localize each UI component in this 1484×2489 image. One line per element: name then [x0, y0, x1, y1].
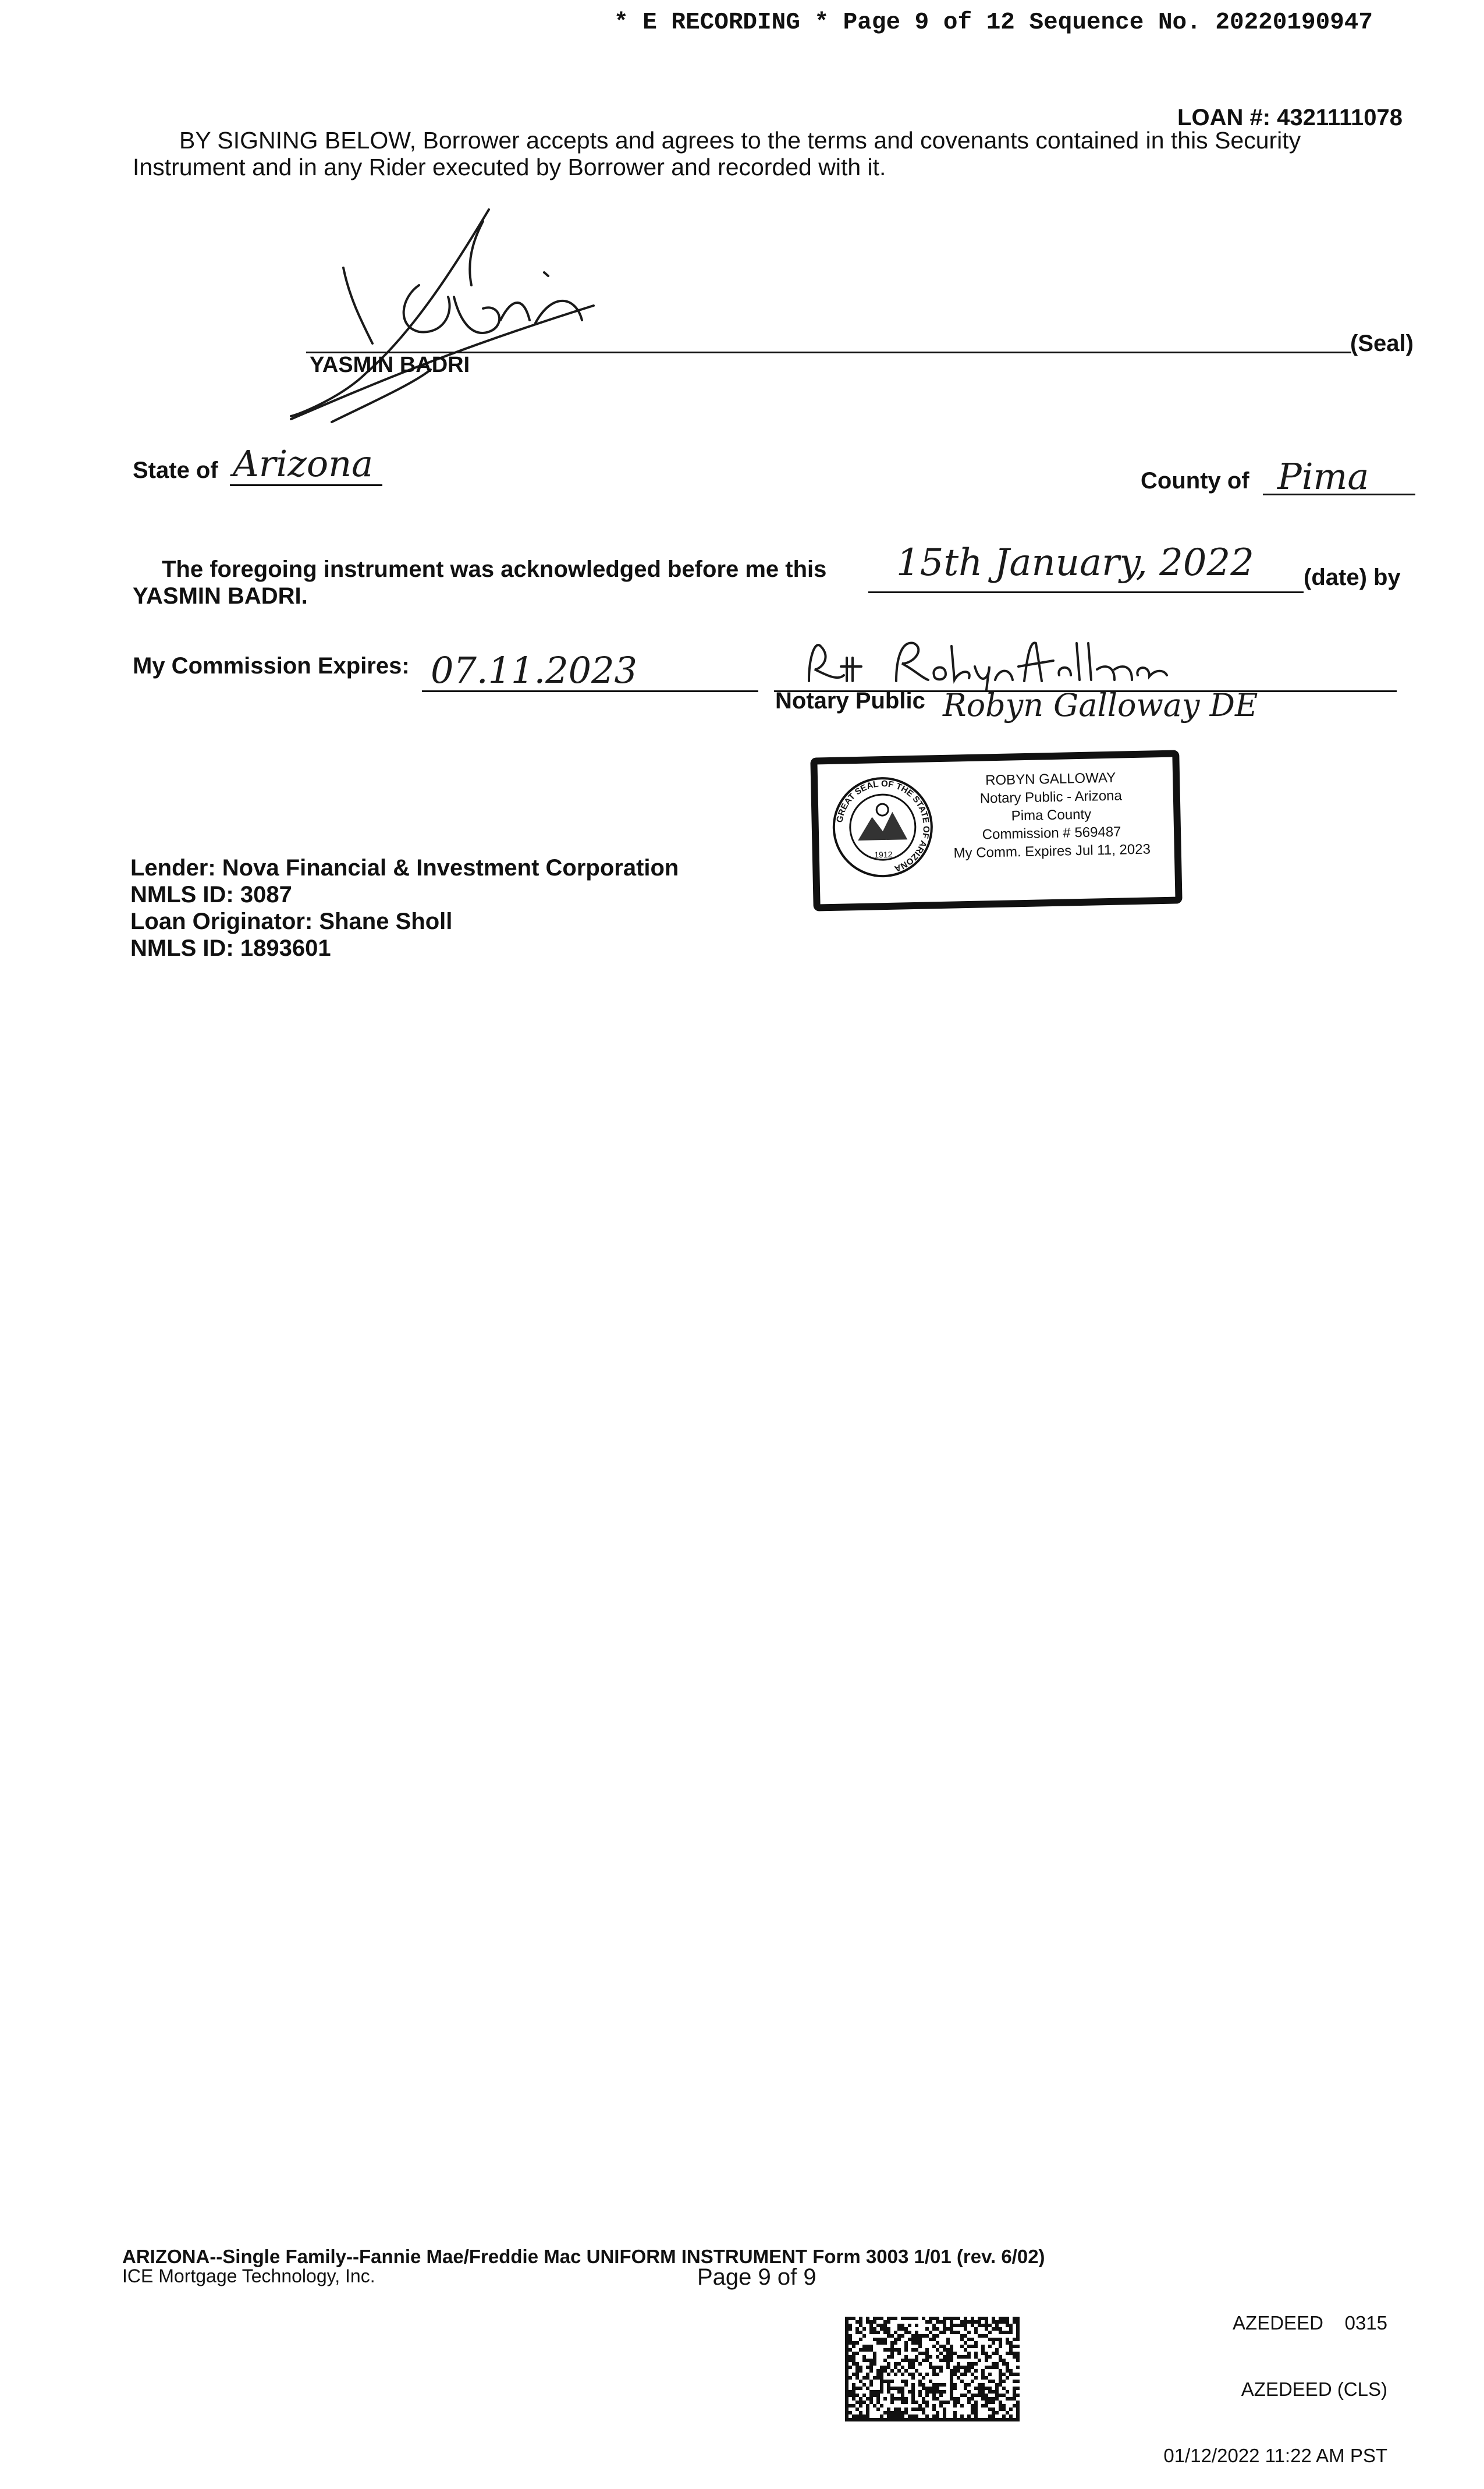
county-handwritten: Pima: [1277, 455, 1369, 498]
lender-block: [130, 855, 679, 962]
loan-number-value: 4321111078: [1277, 105, 1403, 130]
recording-header: * E RECORDING * Page 9 of 12 Sequence No. 20220190947: [614, 9, 1373, 36]
state-label: State of: [133, 458, 218, 483]
footer-page-number: Page 9 of 9: [697, 2264, 816, 2290]
svg-text:GREAT SEAL OF THE STATE OF ARI: GREAT SEAL OF THE STATE OF ARIZONA: [835, 778, 932, 874]
notary-signature: [797, 634, 1170, 693]
foregoing-text: The foregoing instrument was acknowledged before me this: [162, 556, 827, 582]
lender-name: Lender: Nova Financial & Investment Corporation: [130, 855, 679, 881]
seal-label: (Seal): [1350, 331, 1414, 356]
originator-nmls: NMLS ID: 1893601: [130, 935, 331, 961]
footer-code-2: AZEDEED (CLS): [1241, 2378, 1387, 2400]
footer-form-line: ARIZONA--Single Family--Fannie Mae/Freddie Mac UNIFORM INSTRUMENT Form 3003 1/01 (rev. 6/02): [122, 2246, 1045, 2267]
notary-seal-stamp: [810, 750, 1182, 911]
seal-line-commission: Commission # 569487: [982, 824, 1121, 843]
commission-handwritten: 07.11.2023: [431, 649, 637, 692]
borrower-signature: [279, 198, 605, 425]
acknowledged-name: YASMIN BADRI.: [133, 583, 308, 609]
seal-line-name: ROBYN GALLOWAY: [985, 770, 1116, 789]
footer-company: ICE Mortgage Technology, Inc.: [122, 2265, 375, 2286]
footer-timestamp: 01/12/2022 11:22 AM PST: [1163, 2445, 1387, 2466]
state-handwritten: Arizona: [233, 442, 374, 485]
date-line: [868, 591, 1304, 593]
loan-number-label: LOAN #:: [1177, 105, 1271, 130]
datamatrix-barcode: [845, 2317, 1020, 2421]
footer-code-1: AZEDEED 0315: [1233, 2312, 1387, 2334]
lender-nmls: NMLS ID: 3087: [130, 882, 292, 907]
borrower-name: YASMIN BADRI: [310, 353, 470, 377]
seal-line-county: Pima County: [1011, 806, 1092, 824]
notary-seal-text: [937, 768, 1166, 863]
svg-text:1912: 1912: [874, 849, 893, 860]
commission-label: My Commission Expires:: [133, 653, 410, 679]
notary-public-label: Notary Public: [775, 688, 925, 714]
date-handwritten: 15th January, 2022: [896, 541, 1254, 584]
loan-originator: Loan Originator: Shane Sholl: [130, 909, 453, 934]
arizona-seal-emblem: [830, 775, 935, 880]
seal-line-expires: My Comm. Expires Jul 11, 2023: [953, 841, 1151, 861]
signing-paragraph: BY SIGNING BELOW, Borrower accepts and agrees to the terms and covenants contained in this Security Instrument and in any Rider executed by Borrower and recorded with it.: [133, 127, 1301, 180]
county-label: County of: [1141, 468, 1249, 494]
footer-codes: [1163, 2268, 1387, 2489]
date-suffix: (date) by: [1304, 565, 1401, 590]
notary-printed-name: Robyn Galloway DE: [943, 687, 1258, 724]
seal-line-title: Notary Public - Arizona: [979, 788, 1123, 807]
